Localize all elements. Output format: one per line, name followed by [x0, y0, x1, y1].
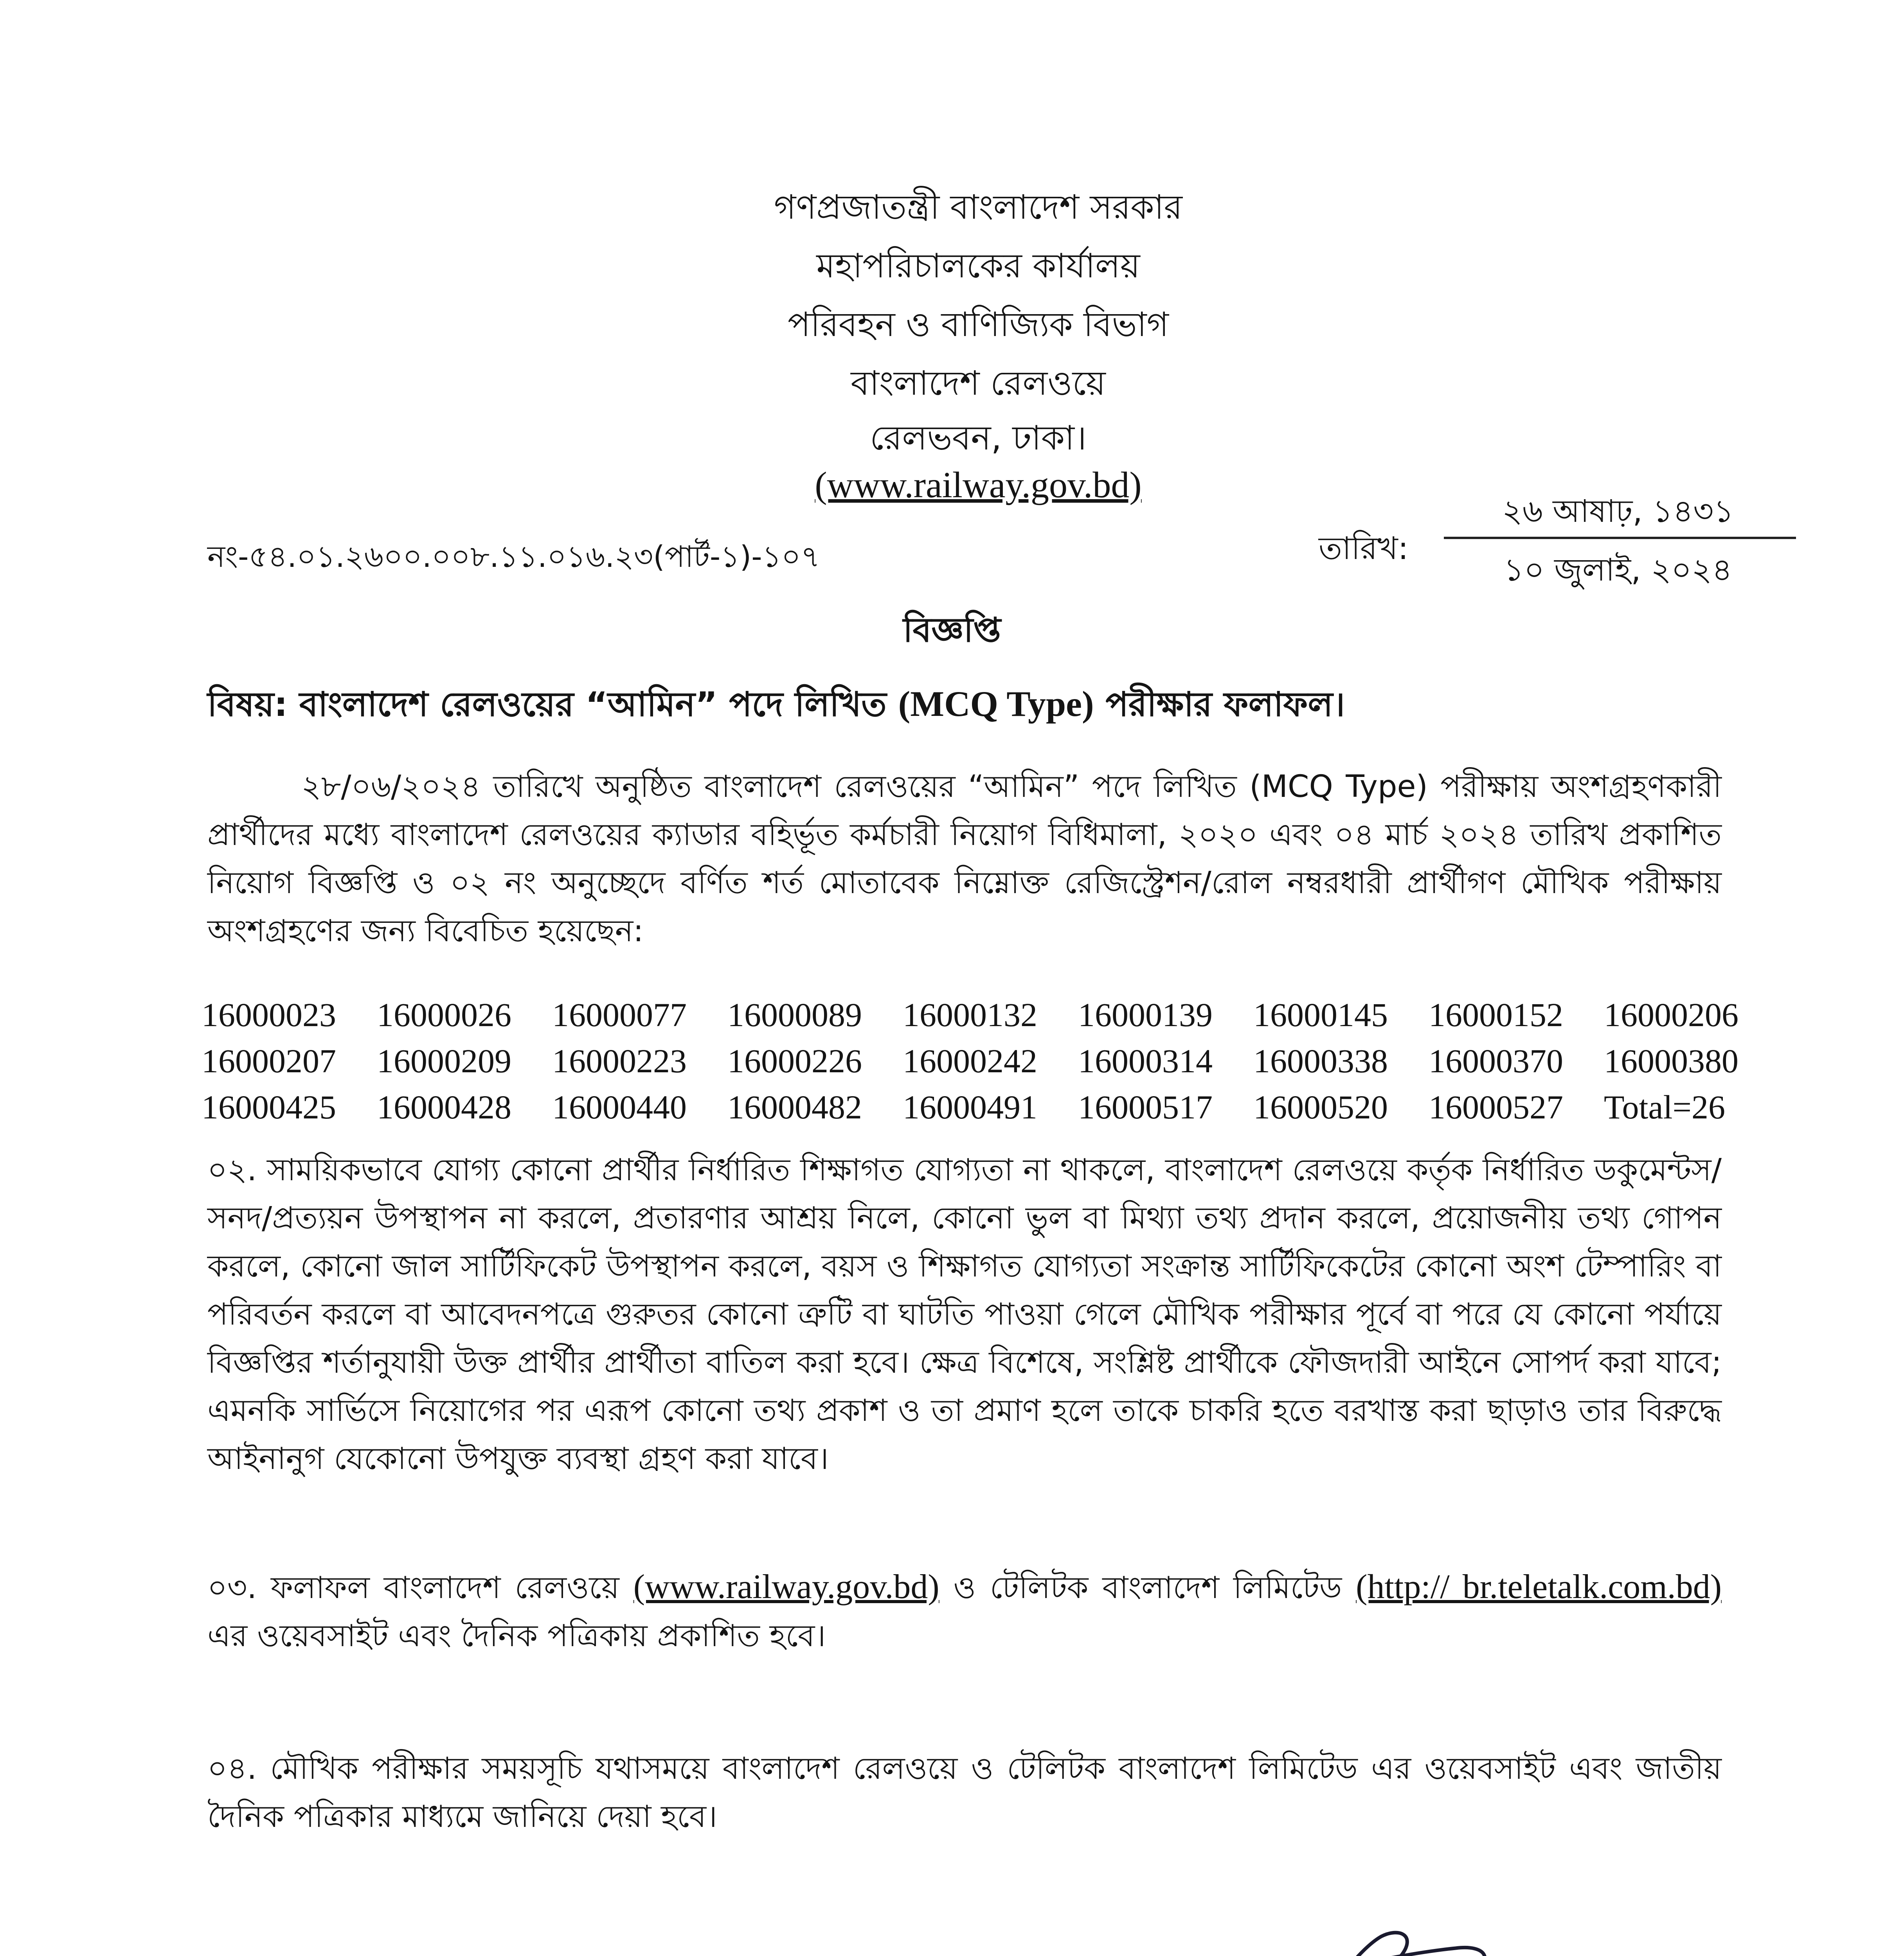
- date-gregorian: ১০ জুলাই, ২০২৪: [1503, 552, 1733, 588]
- paragraph-viva-schedule: ০৪. মৌখিক পরীক্ষার সময়সূচি যথাসময়ে বাংলাদেশ রেলওয়ে ও টেলিটক বাংলাদেশ লিমিটেড এর ওয়েবসাইট এবং জাতীয় দৈনিক পত্রিকার মাধ্যমে জানিয়ে দেয়া হবে।: [207, 1751, 1722, 1834]
- memo-number: নং-৫৪.০১.২৬০০.০০৮.১১.০১৬.২৩(পার্ট-১)-১০৭: [207, 539, 820, 574]
- roll-number: 16000380: [1604, 1042, 1738, 1080]
- roll-number: 16000520: [1253, 1088, 1388, 1126]
- government-name: গণপ্রজাতন্ত্রী বাংলাদেশ সরকার: [774, 188, 1182, 227]
- subject-text: বিষয়: বাংলাদেশ রেলওয়ের “আমিন” পদে লিখিত: [207, 685, 898, 724]
- roll-number: 16000491: [903, 1088, 1037, 1126]
- roll-number: 16000077: [552, 996, 687, 1034]
- paragraph-result-publication: [207, 1563, 1722, 1660]
- roll-number: 16000223: [552, 1042, 687, 1080]
- roll-number: 16000207: [202, 1042, 336, 1080]
- railway-website-link[interactable]: (www.railway.gov.bd): [633, 1568, 939, 1606]
- roll-number: 16000145: [1253, 996, 1388, 1034]
- paragraph-intro: ২৮/০৬/২০২৪ তারিখে অনুষ্ঠিত বাংলাদেশ রেলওয়ের “আমিন” পদে লিখিত (MCQ Type) পরীক্ষায় অংশগ্রহণকারী প্রার্থীদের মধ্যে বাংলাদেশ রেলওয়ের ক্যাডার বহির্ভূত কর্মচারী নিয়োগ বিধিমালা, ২০২০ এবং ০৪ মার্চ ২০২৪ তারিখ প্রকাশিত নিয়োগ বিজ্ঞপ্তি ও ০২ নং অনুচ্ছেদে বর্ণিত শর্ত মোতাবেক নিম্নোক্ত রেজিস্ট্রেশন/রোল নম্বরধারী প্রার্থীগণ মৌখিক পরীক্ষায় অংশগ্রহণের জন্য বিবেচিত হয়েছেন:: [207, 769, 1722, 949]
- roll-number: 16000209: [377, 1042, 511, 1080]
- paragraph-disqualification: ০২. সাময়িকভাবে যোগ্য কোনো প্রার্থীর নির্ধারিত শিক্ষাগত যোগ্যতা না থাকলে, বাংলাদেশ রেলওয়ে কর্তৃক নির্ধারিত ডকুমেন্টস/সনদ/প্রত্যয়ন উপস্থাপন না করলে, প্রতারণার আশ্রয় নিলে, কোনো ভুল বা মিথ্যা তথ্য প্রদান করলে, প্রয়োজনীয় তথ্য গোপন করলে, কোনো জাল সার্টিফিকেট উপস্থাপন করলে, বয়স ও শিক্ষাগত যোগ্যতা সংক্রান্ত সার্টিফিকেটের কোনো অংশ টেম্পারিং বা পরিবর্তন করলে বা আবেদনপত্রে গুরুতর কোনো ত্রুটি বা ঘাটতি পাওয়া গেলে মৌখিক পরীক্ষার পূর্বে বা পরে যে কোনো পর্যায়ে বিজ্ঞপ্তির শর্তানুযায়ী উক্ত প্রার্থীর প্রার্থীতা বাতিল করা হবে। ক্ষেত্র বিশেষে, সংশ্লিষ্ট প্রার্থীকে ফৌজদারী আইনে সোপর্দ করা যাবে; এমনকি সার্ভিসে নিয়োগের পর এরূপ কোনো তথ্য প্রকাশ ও তা প্রমাণ হলে তাকে চাকরি হতে বরখাস্ত করা ছাড়াও তার বিরুদ্ধে আইনানুগ যেকোনো উপযুক্ত ব্যবস্থা গ্রহণ করা যাবে।: [207, 1152, 1722, 1476]
- office-address: রেলভবন, ঢাকা।: [870, 419, 1087, 458]
- subject-exam-type: (MCQ Type): [898, 684, 1094, 724]
- roll-number: 16000206: [1604, 996, 1738, 1034]
- date-divider: [1444, 537, 1796, 539]
- roll-number: 16000338: [1253, 1042, 1388, 1080]
- department-name: পরিবহন ও বাণিজ্যিক বিভাগ: [788, 305, 1169, 344]
- roll-number: 16000089: [727, 996, 862, 1034]
- roll-number: 16000370: [1429, 1042, 1563, 1080]
- roll-number: 16000314: [1078, 1042, 1213, 1080]
- office-name: মহাপরিচালকের কার্যালয়: [816, 246, 1140, 286]
- roll-number: 16000139: [1078, 996, 1213, 1034]
- date-bangla: ২৬ আষাঢ়, ১৪৩১: [1502, 493, 1734, 529]
- handwritten-signature: [1252, 1905, 1800, 1956]
- website-link[interactable]: (www.railway.gov.bd): [815, 465, 1142, 505]
- paragraph3-text: ০৩. ফলাফল বাংলাদেশ রেলওয়ে: [207, 1570, 633, 1605]
- roll-total: Total=26: [1604, 1088, 1725, 1126]
- roll-number: 16000482: [727, 1088, 862, 1126]
- table-row: [202, 1084, 1779, 1130]
- roll-number: 16000152: [1429, 996, 1563, 1034]
- roll-number: 16000026: [377, 996, 511, 1034]
- date-label: তারিখ:: [1319, 530, 1409, 566]
- teletalk-website-link[interactable]: (http:// br.teletalk.com.bd): [1356, 1568, 1722, 1606]
- roll-number: 16000242: [903, 1042, 1037, 1080]
- roll-number: 16000226: [727, 1042, 862, 1080]
- roll-number-table: [202, 992, 1779, 1130]
- roll-number: 16000023: [202, 996, 336, 1034]
- notice-title: বিজ্ঞপ্তি: [903, 611, 1001, 650]
- roll-number: 16000440: [552, 1088, 687, 1126]
- paragraph3-text: ও টেলিটক বাংলাদেশ লিমিটেড: [939, 1570, 1356, 1605]
- subject-line: [207, 679, 1345, 735]
- table-row: [202, 992, 1779, 1038]
- paragraph3-text: এর ওয়েবসাইট এবং দৈনিক পত্রিকায় প্রকাশিত হবে।: [207, 1618, 826, 1654]
- subject-text-end: পরীক্ষার ফলাফল।: [1094, 685, 1345, 724]
- roll-number: 16000428: [377, 1088, 511, 1126]
- organization-name: বাংলাদেশ রেলওয়ে: [851, 364, 1106, 403]
- roll-number: 16000527: [1429, 1088, 1563, 1126]
- table-row: [202, 1038, 1779, 1084]
- roll-number: 16000425: [202, 1088, 336, 1126]
- roll-number: 16000517: [1078, 1088, 1213, 1126]
- roll-number: 16000132: [903, 996, 1037, 1034]
